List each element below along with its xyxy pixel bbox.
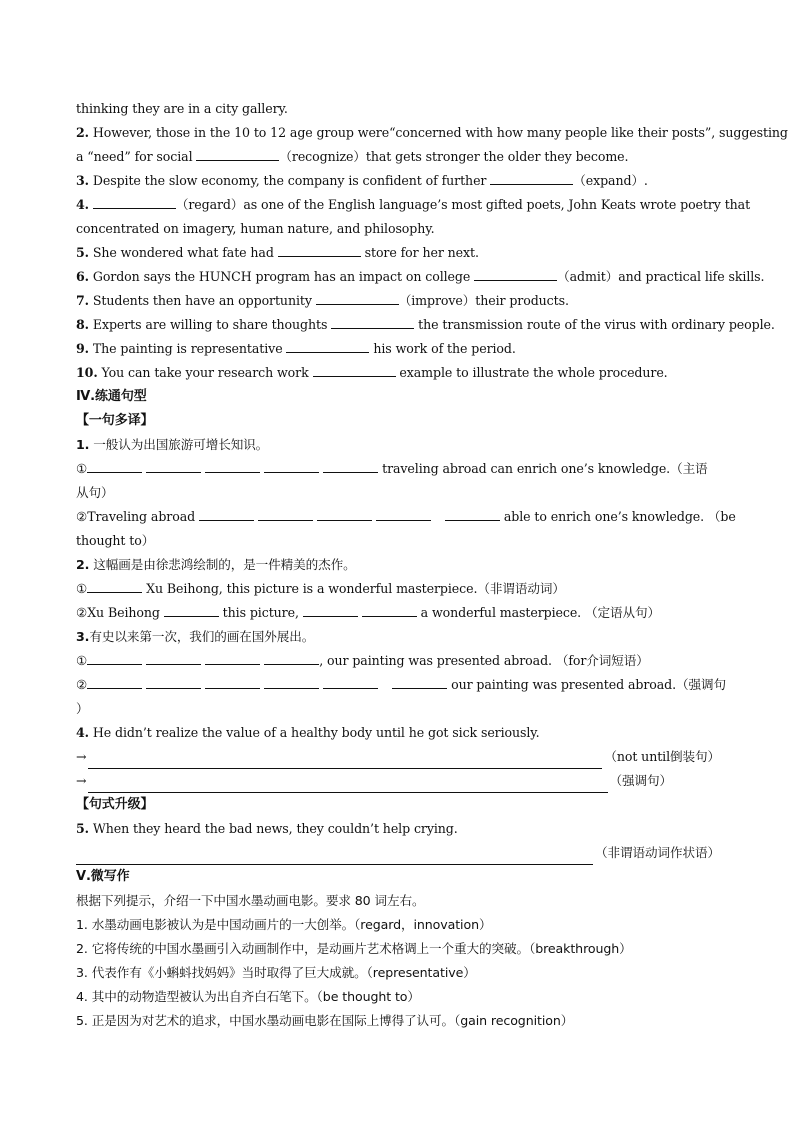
answer-line: ① , our painting was presented abroad. （for介词短语） xyxy=(76,653,649,668)
answer-blank[interactable] xyxy=(445,507,500,521)
answer-blank[interactable] xyxy=(331,315,414,329)
exercise-item-cont: a “need” for social （recognize）that gets stronger the older they become. xyxy=(76,149,629,164)
answer-rule[interactable] xyxy=(88,778,607,793)
answer-blank[interactable] xyxy=(490,171,573,185)
answer-blank[interactable] xyxy=(87,459,142,473)
writing-instructions: 根据下列提示，介绍一下中国水墨动画电影。要求 80 词左右。 xyxy=(76,893,425,908)
exercise-item: 9. The painting is representative his work of the period. xyxy=(76,341,516,356)
writing-hint: 3. 代表作有《小蝌蚪找妈妈》当时取得了巨大成就。（representative） xyxy=(76,965,476,980)
answer-blank[interactable] xyxy=(164,603,219,617)
worksheet-content xyxy=(76,97,788,1033)
exercise-item: 6. Gordon says the HUNCH program has an impact on college （admit）and practical life skills. xyxy=(76,269,765,284)
translation-prompt: 2. 这幅画是由徐悲鸿绘制的，是一件精美的杰作。 xyxy=(76,557,356,572)
answer-blank[interactable] xyxy=(199,507,254,521)
answer-line-cont: 从句） xyxy=(76,485,114,500)
exercise-item-cont: concentrated on imagery, human nature, and philosophy. xyxy=(76,221,435,236)
exercise-item: 4. （regard）as one of the English language’s most gifted poets, John Keats wrote poetry that xyxy=(76,197,751,212)
answer-blank[interactable] xyxy=(87,651,142,665)
rewrite-prompt: 4. He didn’t realize the value of a healthy body until he got sick seriously. xyxy=(76,725,540,740)
writing-hint: 1. 水墨动画电影被认为是中国动画片的一大创举。（regard，innovation） xyxy=(76,917,492,932)
continued-line: thinking they are in a city gallery. xyxy=(76,101,288,116)
subsection-heading: 【句式升级】 xyxy=(76,797,154,812)
answer-blank[interactable] xyxy=(205,651,260,665)
answer-blank[interactable] xyxy=(286,339,369,353)
exercise-item: 8. Experts are willing to share thoughts the transmission route of the virus with ordinary people. xyxy=(76,317,775,332)
answer-blank[interactable] xyxy=(205,459,260,473)
answer-blank[interactable] xyxy=(392,675,447,689)
answer-blank[interactable] xyxy=(323,459,378,473)
answer-line: ① Xu Beihong, this picture is a wonderful masterpiece.（非谓语动词） xyxy=(76,581,565,596)
answer-rule[interactable] xyxy=(76,850,593,865)
answer-blank[interactable] xyxy=(87,675,142,689)
answer-blank[interactable] xyxy=(264,651,319,665)
answer-line: ②Traveling abroad able to enrich one’s knowledge. （be xyxy=(76,509,736,524)
answer-blank[interactable] xyxy=(317,507,372,521)
answer-blank[interactable] xyxy=(303,603,358,617)
answer-line-cont: ） xyxy=(76,701,89,716)
answer-blank[interactable] xyxy=(264,675,319,689)
answer-line-cont: thought to） xyxy=(76,533,155,548)
answer-blank[interactable] xyxy=(196,147,279,161)
answer-line: ②Xu Beihong this picture, a wonderful masterpiece. （定语从句） xyxy=(76,605,660,620)
answer-blank[interactable] xyxy=(87,579,142,593)
writing-hint: 2. 它将传统的中国水墨画引入动画制作中，是动画片艺术格调上一个重大的突破。（breakthrough） xyxy=(76,941,632,956)
rewrite-answer-line: → （强调句） xyxy=(76,769,720,793)
rewrite-prompt: 5. When they heard the bad news, they couldn’t help crying. xyxy=(76,821,458,836)
answer-blank[interactable] xyxy=(323,675,378,689)
exercise-item: 2. However, those in the 10 to 12 age group were“concerned with how many people like their posts”, suggesting xyxy=(76,125,788,140)
exercise-item: 7. Students then have an opportunity （improve）their products. xyxy=(76,293,569,308)
writing-hint: 5. 正是因为对艺术的追求，中国水墨动画电影在国际上博得了认可。（gain recognition） xyxy=(76,1013,574,1028)
answer-line: ② our painting was presented abroad.（强调句 xyxy=(76,677,727,692)
answer-blank[interactable] xyxy=(376,507,431,521)
answer-blank[interactable] xyxy=(93,195,176,209)
answer-rule[interactable] xyxy=(88,754,602,769)
subsection-heading: 【一句多译】 xyxy=(76,413,154,428)
section-heading: Ⅴ.微写作 xyxy=(76,869,130,884)
answer-blank[interactable] xyxy=(146,651,201,665)
writing-hint: 4. 其中的动物造型被认为出自齐白石笔下。（be thought to） xyxy=(76,989,420,1004)
exercise-item: 3. Despite the slow economy, the company is confident of further （expand）. xyxy=(76,173,648,188)
answer-blank[interactable] xyxy=(316,291,399,305)
answer-blank[interactable] xyxy=(146,675,201,689)
answer-blank[interactable] xyxy=(313,363,396,377)
answer-line: ① traveling abroad can enrich one’s knowledge.（主语 xyxy=(76,461,708,476)
answer-blank[interactable] xyxy=(264,459,319,473)
answer-blank[interactable] xyxy=(362,603,417,617)
exercise-item: 10. You can take your research work example to illustrate the whole procedure. xyxy=(76,365,668,380)
item-number: 2. xyxy=(76,125,89,140)
answer-blank[interactable] xyxy=(146,459,201,473)
answer-blank[interactable] xyxy=(474,267,557,281)
answer-blank[interactable] xyxy=(278,243,361,257)
section-heading: Ⅳ.练通句型 xyxy=(76,389,147,404)
exercise-item: 5. She wondered what fate had store for her next. xyxy=(76,245,479,260)
translation-prompt: 3.有史以来第一次，我们的画在国外展出。 xyxy=(76,629,315,644)
translation-prompt: 1. 一般认为出国旅游可增长知识。 xyxy=(76,437,269,452)
answer-blank[interactable] xyxy=(205,675,260,689)
rewrite-answer-line: → （not until倒装句） xyxy=(76,745,720,769)
answer-blank[interactable] xyxy=(258,507,313,521)
rewrite-answer-line: （非谓语动词作状语） xyxy=(76,841,720,865)
